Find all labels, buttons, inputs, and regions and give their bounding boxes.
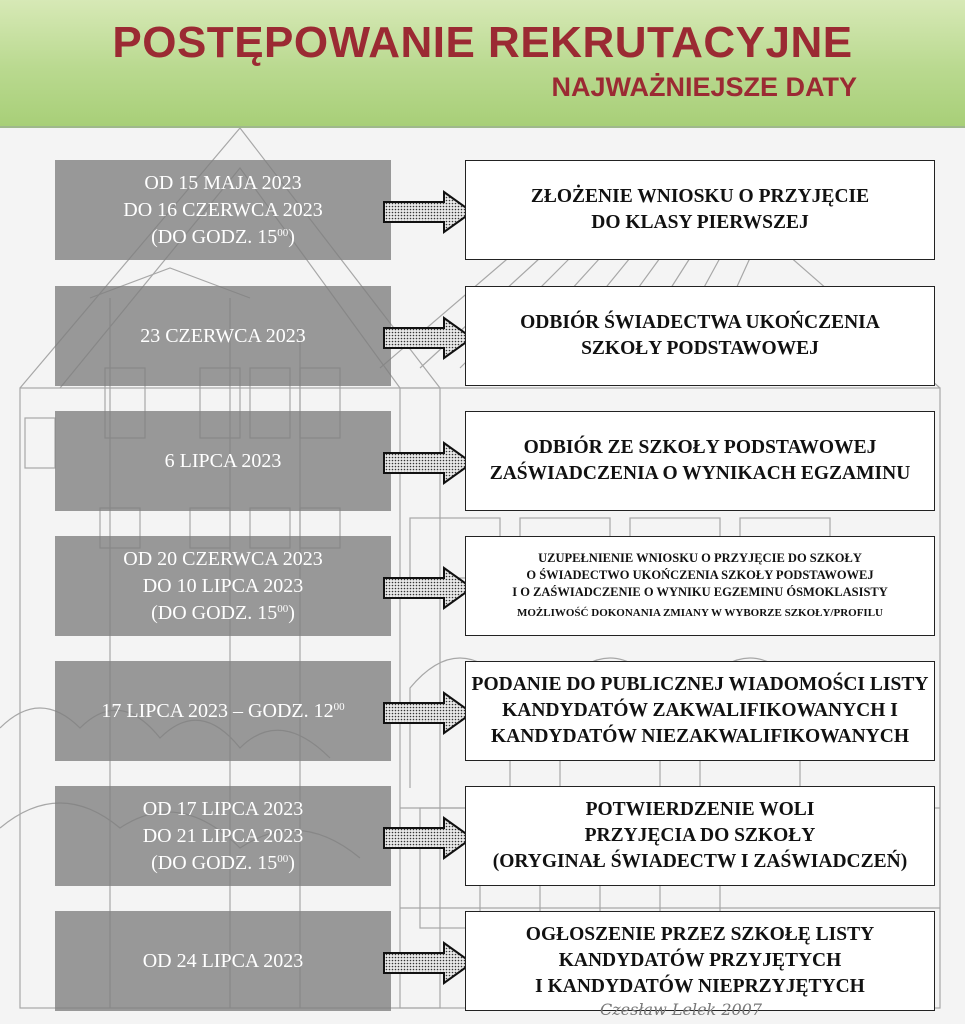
timeline-row <box>0 661 965 761</box>
page-subtitle: NAJWAŻNIEJSZE DATY <box>551 72 857 102</box>
date-time-superscript: 00 <box>277 602 289 615</box>
date-box <box>55 286 391 386</box>
info-box <box>465 286 935 386</box>
date-time-suffix: ) <box>288 601 295 624</box>
right-arrow-icon <box>382 566 474 610</box>
info-box <box>465 160 935 260</box>
date-box <box>55 411 391 511</box>
info-box <box>465 411 935 511</box>
right-arrow-icon <box>382 190 474 234</box>
timeline-row <box>0 286 965 386</box>
info-line: UZUPEŁNIENIE WNIOSKU O PRZYJĘCIE DO SZKOŁY <box>538 551 862 565</box>
date-box <box>55 536 391 636</box>
date-line: 6 LIPCA 2023 <box>164 449 282 472</box>
date-time-text: (DO GODZ. 15 <box>151 601 278 624</box>
info-note: MOŻLIWOŚĆ DOKONANIA ZMIANY W WYBORZE SZKOŁY/PROFILU <box>516 607 883 619</box>
info-line: ODBIÓR ZE SZKOŁY PODSTAWOWEJ <box>523 437 877 458</box>
info-line: ODBIÓR ŚWIADECTWA UKOŃCZENIA <box>520 312 880 333</box>
right-arrow-icon <box>382 691 474 735</box>
timeline-row <box>0 786 965 886</box>
artist-signature: Czesław Lelek 2007 <box>600 1000 763 1019</box>
right-arrow-icon <box>382 316 474 360</box>
info-line: I KANDYDATÓW NIEPRZYJĘTYCH <box>535 976 865 997</box>
date-line: OD 17 LIPCA 2023 <box>142 797 304 820</box>
timeline-row <box>0 160 965 260</box>
right-arrow-icon <box>382 441 474 485</box>
date-time-superscript: 00 <box>277 226 289 239</box>
timeline-row <box>0 411 965 511</box>
info-box <box>465 661 935 761</box>
info-line: I O ZAŚWIADCZENIE O WYNIKU EGZEMINU ÓSMOKLASISTY <box>512 585 888 599</box>
date-line: OD 20 CZERWCA 2023 <box>123 547 323 570</box>
date-line: DO 10 LIPCA 2023 <box>142 574 304 597</box>
date-line: DO 16 CZERWCA 2023 <box>123 198 323 221</box>
info-line: OGŁOSZENIE PRZEZ SZKOŁĘ LISTY <box>525 924 875 945</box>
date-time <box>151 224 295 251</box>
info-line: O ŚWIADECTWO UKOŃCZENIA SZKOŁY PODSTAWOWEJ <box>526 568 874 582</box>
date-box <box>55 786 391 886</box>
info-line: SZKOŁY PODSTAWOWEJ <box>581 338 819 359</box>
date-time <box>151 600 295 627</box>
date-time-text: (DO GODZ. 15 <box>151 851 278 874</box>
right-arrow-icon <box>382 941 474 985</box>
info-line: DO KLASY PIERWSZEJ <box>591 212 809 233</box>
date-time-superscript: 00 <box>277 852 289 865</box>
date-line: DO 21 LIPCA 2023 <box>142 824 304 847</box>
date-line: OD 15 MAJA 2023 <box>144 171 302 194</box>
date-line: OD 24 LIPCA 2023 <box>142 949 304 972</box>
page-header <box>0 0 965 128</box>
info-line: KANDYDATÓW NIEZAKWALIFIKOWANYCH <box>490 726 910 747</box>
info-line: ZAŚWIADCZENIA O WYNIKACH EGZAMINU <box>489 463 911 484</box>
info-line: (ORYGINAŁ ŚWIADECTW I ZAŚWIADCZEŃ) <box>492 851 908 872</box>
date-time-suffix: ) <box>288 225 295 248</box>
date-box <box>55 911 391 1011</box>
timeline-row <box>0 911 965 1011</box>
timeline-row <box>0 536 965 636</box>
info-box <box>465 536 935 636</box>
info-box <box>465 786 935 886</box>
info-box <box>465 911 935 1011</box>
date-time <box>151 850 295 877</box>
right-arrow-icon <box>382 816 474 860</box>
info-line: ZŁOŻENIE WNIOSKU O PRZYJĘCIE <box>530 186 870 207</box>
date-time-suffix: ) <box>288 851 295 874</box>
info-line: KANDYDATÓW ZAKWALIFIKOWANYCH I <box>502 700 898 721</box>
page-title: POSTĘPOWANIE REKRUTACYJNE <box>112 18 853 67</box>
info-line: PRZYJĘCIA DO SZKOŁY <box>584 825 816 846</box>
info-line: KANDYDATÓW PRZYJĘTYCH <box>558 950 842 971</box>
date-box <box>55 160 391 260</box>
date-box <box>55 661 391 761</box>
info-line: PODANIE DO PUBLICZNEJ WIADOMOŚCI LISTY <box>471 674 929 695</box>
date-line-superscript: 00 <box>333 700 345 713</box>
date-line: 23 CZERWCA 2023 <box>140 324 306 347</box>
date-time-text: (DO GODZ. 15 <box>151 225 278 248</box>
date-line-text: 17 LIPCA 2023 – GODZ. 12 <box>101 699 334 722</box>
info-line: POTWIERDZENIE WOLI <box>585 799 815 820</box>
date-line <box>101 698 344 725</box>
